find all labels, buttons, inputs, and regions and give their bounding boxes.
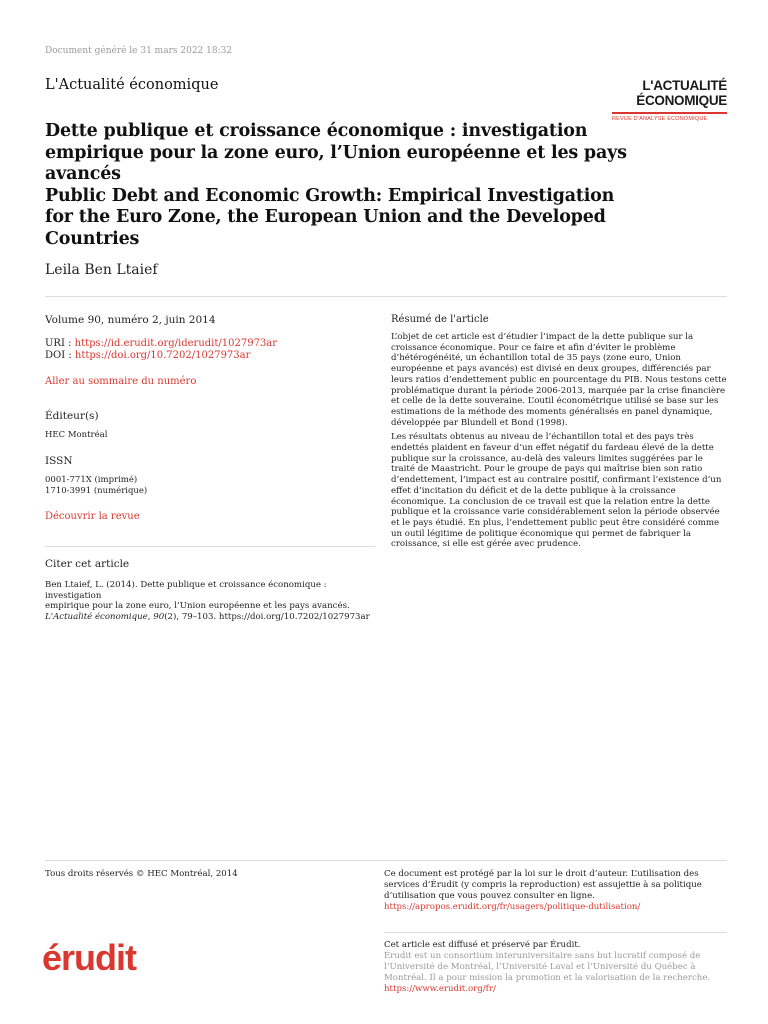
cite-journal: L'Actualité économique	[45, 612, 148, 623]
abstract-column	[391, 314, 727, 551]
issn-print: 0001-771X (imprimé)	[45, 475, 138, 485]
title-english: Public Debt and Economic Growth: Empirical Investigation for the Euro Zone, the European Union and the Developed Countries	[45, 185, 615, 249]
publisher-heading: Éditeur(s)	[45, 410, 99, 422]
uri-label: URI :	[45, 338, 75, 349]
cite-line3	[45, 612, 385, 623]
consortium-text: Érudit est un consortium interuniversitaire sans but lucratif composé de l’Université de Montréal, l’Université Laval et l’Université du Québec à Montréal. Il a pour mission la promotion et la valorisation de la recherche.	[384, 951, 711, 983]
volume-info: Volume 90, numéro 2, juin 2014	[45, 314, 216, 326]
cite-heading: Citer cet article	[45, 558, 130, 570]
cite-line1: Ben Ltaief, L. (2014). Dette publique et croissance économique : investigation	[45, 580, 327, 601]
divider-footer	[45, 860, 727, 861]
logo-bar	[612, 112, 727, 114]
logo-line1: L'ACTUALITÉ	[642, 78, 727, 93]
abstract-heading: Résumé de l'article	[391, 314, 489, 325]
author: Leila Ben Ltaief	[45, 262, 158, 278]
logo-tagline: REVUE D'ANALYSE ÉCONOMIQUE	[612, 116, 708, 122]
doi-line	[45, 350, 375, 362]
uri-line	[45, 338, 375, 350]
summary-link[interactable]: Aller au sommaire du numéro	[45, 376, 197, 387]
journal-logo	[612, 78, 727, 122]
generated-date: Document généré le 31 mars 2022 18:32	[45, 46, 233, 56]
title-french: Dette publique et croissance économique : investigation empirique pour la zone euro, l’Union européenne et les pays avancés	[45, 121, 627, 184]
doi-label: DOI :	[45, 350, 75, 361]
copyright-block	[384, 869, 727, 913]
divider-cite	[45, 546, 375, 547]
diffusion-text: Cet article est diffusé et préservé par Érudit.	[384, 940, 581, 950]
divider-erudit	[384, 932, 727, 933]
copyright-text: Ce document est protégé par la loi sur le droit d’auteur. L’utilisation des services d’Érudit (y compris la reproduction) est assujettie à sa politique d’utilisation que vous pouvez consulter en ligne.	[384, 869, 702, 901]
erudit-block	[384, 940, 727, 995]
divider-top	[45, 296, 727, 297]
abstract-paragraph-2: Les résultats obtenus au niveau de l’échantillon total et des pays très endettés plaident en faveur d’un effet négatif du fardeau élevé de la dette publique sur la croissance, au-delà des valeurs limites suggérées par le traité de Maastricht. Pour le groupe de pays qui maîtrise bien son ratio d’endettement, l’impact est au contraire positif, confirmant l’existence d’un effet d’incitation du déficit et de la dette publique à la croissance économique. La conclusion de ce travail est que la relation entre la dette publique et la croissance varie considérablement selon la période observée et le pays étudié. En plus, l’endettement public peut être considéré comme un outil légitime de politique économique qui permet de fabriquer la croissance, si elle est gérée avec prudence.	[391, 432, 722, 550]
cite-rest: (2), 79–103. https://doi.org/10.7202/1027973ar	[164, 612, 370, 623]
doi-link[interactable]: https://doi.org/10.7202/1027973ar	[74, 350, 251, 361]
journal-name: L'Actualité économique	[45, 77, 219, 93]
cite-volume: 90	[153, 612, 165, 623]
cite-line2: empirique pour la zone euro, l’Union européenne et les pays avancés.	[45, 601, 350, 612]
publisher-value: HEC Montréal	[45, 430, 108, 440]
erudit-link[interactable]: https://www.erudit.org/fr/	[384, 984, 496, 994]
article-titles	[45, 121, 645, 250]
erudit-logo: érudit	[42, 937, 137, 978]
metadata-column	[45, 314, 375, 523]
issn-digital: 1710-3991 (numérique)	[45, 486, 148, 496]
rights-notice: Tous droits réservés © HEC Montréal, 2014	[45, 869, 238, 879]
abstract-paragraph-1: L’objet de cet article est d’étudier l’impact de la dette publique sur la croissance économique. Pour ce faire et afin d’éviter le problème d’hétérogénéité, un échantillon total de 35 pays (zone euro, Union européenne et pays avancés) est divisé en deux groupes, différenciés par leurs ratios d’endettement public en pourcentage du PIB. Nous testons cette problématique durant la période 2006-2013, marquée par la crise financière et celle de la dette souveraine. L’outil économétrique utilisé se base sur les estimations de la méthode des moments généralisés en panel dynamique, développée par Blundell et Bond (1998).	[391, 332, 727, 428]
cite-sep: ,	[147, 612, 154, 623]
cite-text	[45, 580, 385, 623]
discover-link[interactable]: Découvrir la revue	[45, 511, 140, 522]
policy-link[interactable]: https://apropos.erudit.org/fr/usagers/politique-dutilisation/	[384, 902, 641, 912]
logo-line2: ÉCONOMIQUE	[636, 93, 727, 108]
citation-block	[45, 558, 385, 623]
uri-link[interactable]: https://id.erudit.org/iderudit/1027973ar	[74, 338, 278, 349]
issn-heading: ISSN	[45, 455, 73, 467]
